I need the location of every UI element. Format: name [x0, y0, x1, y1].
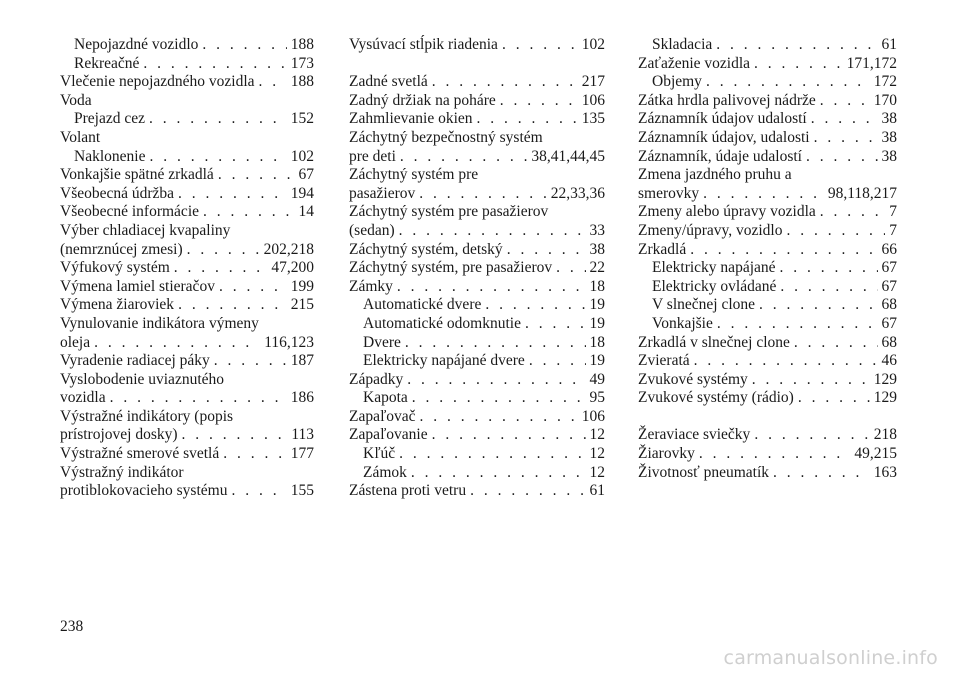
index-page-ref: 202,218	[263, 240, 314, 258]
dot-leader	[178, 185, 287, 204]
index-entry-title: Zadné svetlá	[349, 73, 428, 91]
dot-leader	[477, 110, 578, 129]
index-page-ref: 215	[290, 296, 314, 314]
index-page-ref: 98,118,217	[827, 184, 897, 202]
dot-leader	[703, 185, 824, 204]
dot-leader	[694, 352, 878, 371]
index-page-ref: 22,33,36	[550, 184, 605, 202]
index-entry-title: Automatické dvere	[363, 296, 482, 314]
index-entry	[638, 445, 897, 464]
index-subentry	[60, 36, 314, 55]
dot-leader	[716, 36, 877, 55]
dot-leader	[798, 389, 870, 408]
index-group-heading: Voda	[60, 91, 92, 109]
dot-leader	[470, 482, 585, 501]
index-entry	[349, 222, 605, 241]
index-entry-title: Zrkadlá v slnečnej clone	[638, 333, 790, 351]
index-subentry	[349, 445, 605, 464]
index-entry	[349, 185, 605, 204]
index-subentry	[638, 315, 897, 334]
index-entry	[60, 296, 314, 315]
index-entry	[638, 389, 897, 408]
dot-leader	[780, 259, 878, 278]
index-entry-title: Zapaľovač	[349, 407, 416, 425]
index-entry-title: Naklonenie	[74, 147, 146, 165]
index-page-ref: 12	[589, 445, 605, 463]
index-entry	[349, 241, 605, 260]
dot-leader	[814, 129, 878, 148]
index-subentry	[638, 36, 897, 55]
dot-leader	[502, 36, 578, 55]
index-entry-title: oleja	[60, 333, 91, 351]
index-entry	[349, 92, 605, 111]
index-entry-title: Dvere	[363, 333, 401, 351]
dot-leader	[556, 259, 585, 278]
index-group-heading: Volant	[60, 128, 101, 146]
index-entry-title: Výmena žiaroviek	[60, 296, 175, 314]
index-entry	[638, 129, 897, 148]
index-entry-title: Záznamník údajov udalostí	[638, 110, 807, 128]
dot-leader	[399, 445, 585, 464]
index-entry-title: Zvukové systémy (rádio)	[638, 389, 794, 407]
index-spacer	[638, 408, 897, 427]
index-page-ref: 38	[589, 240, 605, 258]
dot-leader	[699, 445, 851, 464]
index-entry	[349, 482, 605, 501]
index-entry-title: prístrojovej dosky)	[60, 426, 178, 444]
index-entry	[638, 334, 897, 353]
index-entry-title: Zástena proti vetru	[349, 482, 467, 500]
index-entry-title: Zadný držiak na poháre	[349, 91, 496, 109]
index-page-ref: 12	[589, 463, 605, 481]
index-entry	[60, 482, 314, 501]
index-page-ref: 68	[881, 333, 897, 351]
index-entry-title: Zámky	[349, 277, 393, 295]
index-page-ref: 173	[290, 54, 314, 72]
index-entry-title: Nepojazdné vozidlo	[74, 36, 199, 53]
index-page-ref: 152	[290, 110, 314, 128]
dot-leader	[485, 296, 585, 315]
dot-leader	[500, 92, 578, 111]
index-entry	[60, 185, 314, 204]
index-page-ref: 106	[581, 91, 605, 109]
index-entry-title: Rekreačné	[74, 54, 140, 72]
index-page-ref: 95	[589, 389, 605, 407]
index-entry-title: Zrkadlá	[638, 240, 687, 258]
index-page-ref: 18	[589, 333, 605, 351]
index-entry-title: Výfukový systém	[60, 259, 170, 277]
dot-leader	[787, 222, 886, 241]
index-page-ref: 38	[881, 110, 897, 128]
dot-leader	[187, 241, 260, 260]
index-page-ref: 49,215	[854, 445, 897, 463]
index-subentry	[638, 73, 897, 92]
index-entry-title: Elektricky napájané dvere	[363, 352, 525, 370]
index-page-ref: 19	[589, 352, 605, 370]
index-page-ref: 67	[881, 259, 897, 277]
index-entry	[60, 445, 314, 464]
index-entry	[349, 148, 605, 167]
index-entry-title: Kľúč	[363, 445, 396, 463]
index-entry	[349, 278, 605, 297]
index-page-ref: 66	[881, 240, 897, 258]
index-entry	[60, 352, 314, 371]
index-page-ref: 113	[291, 426, 314, 444]
index-subentry	[60, 110, 314, 129]
index-entry-heading: Výstražné indikátory (popis	[60, 407, 234, 425]
index-page-ref: 155	[290, 482, 314, 500]
index-entry	[638, 241, 897, 260]
dot-leader	[773, 464, 870, 483]
index-page-ref: 102	[290, 147, 314, 165]
index-entry-title: Vysúvací stĺpik riadenia	[349, 36, 498, 53]
index-subentry	[349, 315, 605, 334]
index-entry	[638, 464, 897, 483]
dot-leader	[525, 315, 586, 334]
index-entry	[60, 241, 314, 260]
watermark: carmanualsonline.info	[723, 647, 938, 669]
index-entry	[638, 92, 897, 111]
index-entry-title: Záchytný systém, pre pasažierov	[349, 259, 553, 277]
dot-leader	[754, 426, 869, 445]
index-entry-title: pasažierov	[349, 184, 416, 202]
dot-leader	[182, 426, 288, 445]
index-entry-heading: Záchytný bezpečnostný systém	[349, 128, 543, 146]
index-page-ref: 188	[290, 36, 314, 53]
dot-leader	[412, 389, 586, 408]
index-entry-title: Všeobecná údržba	[60, 184, 175, 202]
index-entry-title: Záchytný systém, detský	[349, 240, 503, 258]
index-entry	[349, 259, 605, 278]
dot-leader	[223, 445, 287, 464]
index-entry	[60, 259, 314, 278]
dot-leader	[399, 222, 586, 241]
dot-leader	[507, 241, 586, 260]
index-page-ref: 102	[581, 36, 605, 53]
index-subentry	[349, 464, 605, 483]
index-page-ref: 187	[290, 352, 314, 370]
index-entry-title: Vlečenie nepojazdného vozidla	[60, 73, 255, 91]
index-entry-title: Automatické odomknutie	[363, 314, 521, 332]
dot-leader	[405, 334, 586, 353]
index-page-ref: 12	[589, 426, 605, 444]
index-entry-title: protiblokovacieho systému	[60, 482, 228, 500]
index-entry-title: smerovky	[638, 184, 700, 202]
index-column-1	[60, 36, 314, 501]
index-entry-heading: Výber chladiacej kvapaliny	[60, 221, 231, 239]
index-page-ref: 67	[881, 314, 897, 332]
index-entry-title: Objemy	[652, 73, 702, 91]
index-entry-title: Výstražné smerové svetlá	[60, 445, 220, 463]
index-entry	[349, 408, 605, 427]
index-entry-title: Zátka hrdla palivovej nádrže	[638, 91, 816, 109]
index-subentry	[349, 389, 605, 408]
dot-leader	[432, 73, 578, 92]
index-subentry	[638, 278, 897, 297]
index-page-ref: 129	[873, 370, 897, 388]
index-page-ref: 217	[581, 73, 605, 91]
index-entry	[349, 371, 605, 390]
dot-leader	[820, 203, 885, 222]
dot-leader	[110, 389, 287, 408]
index-entry-heading: Zmena jazdného pruhu a	[638, 166, 792, 184]
page-number: 238	[60, 618, 84, 635]
index-page-ref: 7	[889, 221, 897, 239]
index-page-ref: 218	[873, 426, 897, 444]
index-page-ref: 135	[581, 110, 605, 128]
index-page-ref: 171,172	[846, 54, 897, 72]
index-page-ref: 186	[290, 389, 314, 407]
dot-leader	[203, 203, 294, 222]
index-page-ref: 38,41,44,45	[531, 147, 605, 165]
index-page-ref: 33	[589, 221, 605, 239]
dot-leader	[717, 315, 878, 334]
index-entry-title: Zmeny alebo úpravy vozidla	[638, 203, 816, 221]
index-subentry	[638, 296, 897, 315]
dot-leader	[752, 371, 870, 390]
index-entry-title: (nemrznúcej zmesi)	[60, 240, 183, 258]
index-entry-title: Skladacia	[652, 36, 713, 53]
index-entry	[60, 389, 314, 408]
index-page-ref: 61	[589, 482, 605, 500]
index-entry-title: vozidla	[60, 389, 106, 407]
index-entry-title: V slnečnej clone	[652, 296, 756, 314]
index-entry-title: Vonkajšie spätné zrkadlá	[60, 166, 214, 184]
index-page-ref: 67	[298, 166, 314, 184]
index-entry-title: Zmeny/úpravy, vozidlo	[638, 221, 783, 239]
index-entry-title: (sedan)	[349, 221, 395, 239]
index-column-2	[349, 36, 605, 501]
dot-leader	[214, 352, 287, 371]
index-entry	[349, 110, 605, 129]
index-page-ref: 46	[881, 352, 897, 370]
index-entry	[349, 73, 605, 92]
index-entry-title: Elektricky napájané	[652, 259, 776, 277]
index-entry	[60, 278, 314, 297]
dot-leader	[202, 36, 286, 55]
index-entry-title: Elektricky ovládané	[652, 277, 777, 295]
index-subentry	[349, 296, 605, 315]
index-page-ref: 177	[290, 445, 314, 463]
index-subentry	[349, 334, 605, 353]
index-entry-heading: Záchytný systém pre	[349, 166, 479, 184]
index-entry-title: Všeobecné informácie	[60, 203, 200, 221]
index-page-ref: 106	[581, 407, 605, 425]
dot-leader	[806, 148, 878, 167]
index-entry-title: Vonkajšie	[652, 314, 713, 332]
dot-leader	[811, 110, 878, 129]
dot-leader	[754, 55, 843, 74]
index-entry-heading: Vynulovanie indikátora výmeny	[60, 314, 259, 332]
dot-leader	[411, 464, 586, 483]
dot-leader	[178, 296, 287, 315]
index-page-ref: 18	[589, 277, 605, 295]
index-entry	[60, 73, 314, 92]
index-page-ref: 172	[873, 73, 897, 91]
dot-leader	[420, 408, 578, 427]
index-entry-title: Zvieratá	[638, 352, 690, 370]
index-entry-title: Žeraviace sviečky	[638, 426, 751, 444]
dot-leader	[259, 73, 287, 92]
dot-leader	[419, 185, 546, 204]
index-subentry	[349, 352, 605, 371]
index-entry-title: Výmena lamiel stieračov	[60, 277, 215, 295]
index-column-3	[638, 36, 897, 482]
index-entry-title: Životnosť pneumatík	[638, 463, 770, 481]
index-entry-title: Zapaľovanie	[349, 426, 428, 444]
index-entry-title: Zámok	[363, 463, 407, 481]
dot-leader	[780, 278, 877, 297]
dot-leader	[759, 296, 877, 315]
dot-leader	[690, 241, 877, 260]
dot-leader	[432, 426, 586, 445]
dot-leader	[397, 278, 586, 297]
dot-leader	[529, 352, 586, 371]
index-entry-title: Vyradenie radiacej páky	[60, 352, 210, 370]
index-page-ref: 19	[589, 314, 605, 332]
dot-leader	[149, 148, 286, 167]
index-page-ref: 61	[881, 36, 897, 53]
index-page-ref: 7	[889, 203, 897, 221]
index-entry	[638, 185, 897, 204]
index-spacer	[349, 55, 605, 74]
dot-leader	[149, 110, 287, 129]
index-page-ref: 14	[298, 203, 314, 221]
index-page-ref: 188	[290, 73, 314, 91]
index-page-ref: 199	[290, 277, 314, 295]
index-entry	[638, 352, 897, 371]
index-page-ref: 19	[589, 296, 605, 314]
index-page-ref: 49	[589, 370, 605, 388]
index-entry-title: Kapota	[363, 389, 408, 407]
index-page-ref: 68	[881, 296, 897, 314]
index-entry	[60, 426, 314, 445]
index-entry	[638, 110, 897, 129]
index-entry	[60, 203, 314, 222]
index-entry	[638, 371, 897, 390]
index-entry-title: Zaťaženie vozidla	[638, 54, 751, 72]
index-page-ref: 38	[881, 128, 897, 146]
index-entry-title: Prejazd cez	[74, 110, 145, 128]
dot-leader	[820, 92, 870, 111]
index-page-ref: 38	[881, 147, 897, 165]
index-entry	[60, 166, 314, 185]
index-entry	[638, 203, 897, 222]
index-page-ref: 22	[589, 259, 605, 277]
index-page-ref: 163	[873, 463, 897, 481]
index-page-ref: 194	[290, 184, 314, 202]
index-entry	[349, 426, 605, 445]
index-page-ref: 116,123	[264, 333, 314, 351]
dot-leader	[174, 259, 268, 278]
dot-leader	[218, 166, 295, 185]
dot-leader	[143, 55, 286, 74]
index-entry-title: Záznamník, údaje udalostí	[638, 147, 802, 165]
dot-leader	[400, 148, 527, 167]
index-entry-title: Záznamník údajov, udalosti	[638, 128, 810, 146]
index-entry-heading: Záchytný systém pre pasažierov	[349, 203, 549, 221]
index-entry-title: Západky	[349, 370, 404, 388]
dot-leader	[94, 334, 260, 353]
index-page-ref: 170	[873, 91, 897, 109]
index-subentry	[60, 55, 314, 74]
index-page-ref: 47,200	[271, 259, 314, 277]
dot-leader	[794, 334, 878, 353]
dot-leader	[219, 278, 287, 297]
index-entry-heading: Výstražný indikátor	[60, 463, 184, 481]
dot-leader	[706, 73, 870, 92]
index-entry	[638, 426, 897, 445]
index-subentry	[60, 148, 314, 167]
index-entry	[349, 36, 605, 55]
index-entry-title: pre deti	[349, 147, 396, 165]
index-entry	[638, 148, 897, 167]
index-entry	[60, 334, 314, 353]
index-entry	[638, 55, 897, 74]
index-page-ref: 129	[873, 389, 897, 407]
index-entry-title: Zvukové systémy	[638, 370, 748, 388]
index-entry-title: Žiarovky	[638, 445, 695, 463]
dot-leader	[231, 482, 286, 501]
index-entry-heading: Vyslobodenie uviaznutého	[60, 370, 225, 388]
index-page-ref: 67	[881, 277, 897, 295]
index-subentry	[638, 259, 897, 278]
index-entry	[638, 222, 897, 241]
dot-leader	[407, 371, 585, 390]
index-entry-title: Zahmlievanie okien	[349, 110, 473, 128]
